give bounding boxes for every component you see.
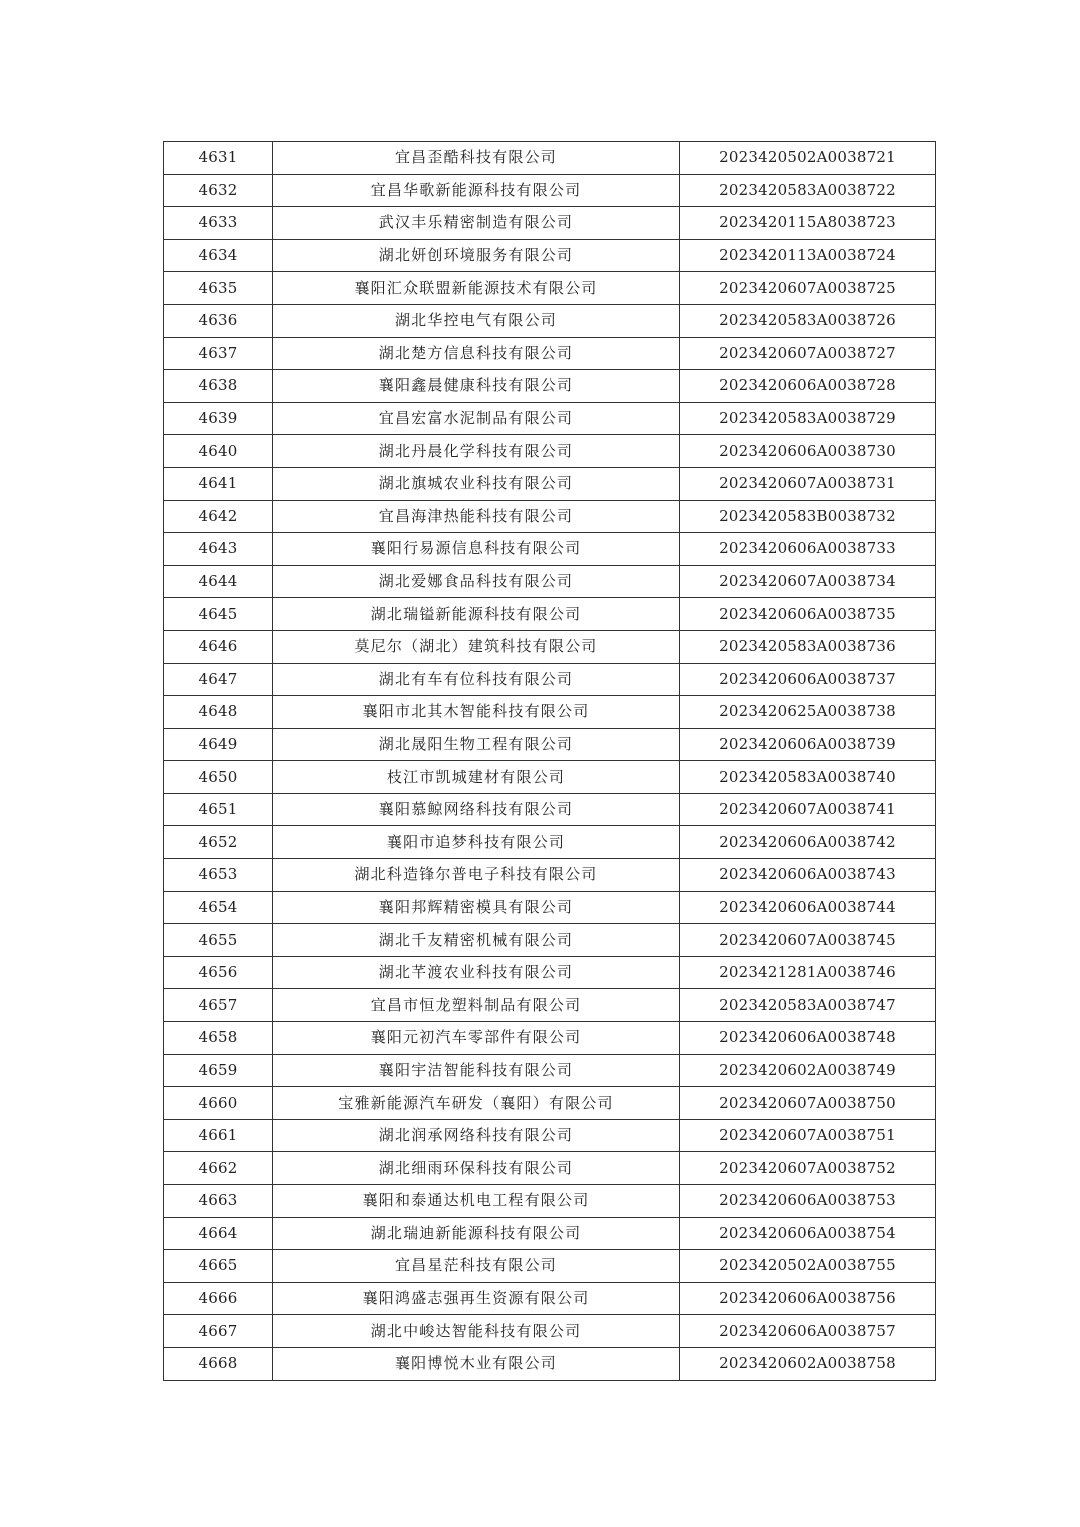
table-row	[164, 663, 936, 696]
registration-code-cell: 2023420607A0038725	[680, 272, 936, 305]
company-name-cell: 襄阳汇众联盟新能源技术有限公司	[273, 272, 680, 305]
company-name-cell: 湖北瑞迪新能源科技有限公司	[273, 1217, 680, 1250]
table-row	[164, 1152, 936, 1185]
company-name-cell: 湖北润承网络科技有限公司	[273, 1119, 680, 1152]
row-number-cell: 4656	[164, 956, 273, 989]
company-name-cell: 襄阳宇洁智能科技有限公司	[273, 1054, 680, 1087]
table-row	[164, 1022, 936, 1055]
company-name-cell: 宜昌宏富水泥制品有限公司	[273, 402, 680, 435]
company-name-cell: 襄阳元初汽车零部件有限公司	[273, 1022, 680, 1055]
table-row	[164, 337, 936, 370]
company-name-cell: 襄阳市北其木智能科技有限公司	[273, 696, 680, 729]
registration-code-cell: 2023420606A0038742	[680, 826, 936, 859]
row-number-cell: 4652	[164, 826, 273, 859]
registration-code-cell: 2023420606A0038757	[680, 1315, 936, 1348]
table-row	[164, 598, 936, 631]
registration-code-cell: 2023420583A0038726	[680, 304, 936, 337]
registration-code-cell: 2023420606A0038733	[680, 533, 936, 566]
registration-code-cell: 2023420607A0038750	[680, 1087, 936, 1120]
company-name-cell: 襄阳博悦木业有限公司	[273, 1347, 680, 1380]
company-name-cell: 宜昌海津热能科技有限公司	[273, 500, 680, 533]
company-name-cell: 襄阳鸿盛志强再生资源有限公司	[273, 1282, 680, 1315]
company-name-cell: 湖北爱娜食品科技有限公司	[273, 565, 680, 598]
table-row	[164, 402, 936, 435]
registration-code-cell: 2023420606A0038748	[680, 1022, 936, 1055]
registration-code-cell: 2023420115A8038723	[680, 207, 936, 240]
row-number-cell: 4632	[164, 174, 273, 207]
registration-code-cell: 2023420606A0038756	[680, 1282, 936, 1315]
company-name-cell: 武汉丰乐精密制造有限公司	[273, 207, 680, 240]
registration-code-cell: 2023420502A0038755	[680, 1250, 936, 1283]
registration-code-cell: 2023420607A0038741	[680, 793, 936, 826]
company-name-cell: 襄阳行易源信息科技有限公司	[273, 533, 680, 566]
table-row	[164, 435, 936, 468]
table-row	[164, 924, 936, 957]
company-name-cell: 湖北细雨环保科技有限公司	[273, 1152, 680, 1185]
registration-code-cell: 2023420607A0038745	[680, 924, 936, 957]
row-number-cell: 4641	[164, 467, 273, 500]
company-name-cell: 湖北华控电气有限公司	[273, 304, 680, 337]
row-number-cell: 4664	[164, 1217, 273, 1250]
row-number-cell: 4639	[164, 402, 273, 435]
table-row	[164, 533, 936, 566]
registration-code-cell: 2023420502A0038721	[680, 142, 936, 175]
company-name-cell: 湖北芊渡农业科技有限公司	[273, 956, 680, 989]
registration-code-cell: 2023420606A0038739	[680, 728, 936, 761]
company-name-cell: 枝江市凯城建材有限公司	[273, 761, 680, 794]
registration-code-cell: 2023420606A0038743	[680, 859, 936, 892]
row-number-cell: 4655	[164, 924, 273, 957]
company-name-cell: 宜昌市恒龙塑料制品有限公司	[273, 989, 680, 1022]
company-name-cell: 襄阳慕鲸网络科技有限公司	[273, 793, 680, 826]
registration-code-cell: 2023420607A0038727	[680, 337, 936, 370]
registration-code-cell: 2023420602A0038758	[680, 1347, 936, 1380]
table-row	[164, 793, 936, 826]
table-row	[164, 1119, 936, 1152]
table-row	[164, 1185, 936, 1218]
company-name-cell: 湖北楚方信息科技有限公司	[273, 337, 680, 370]
registration-code-cell: 2023420583A0038740	[680, 761, 936, 794]
row-number-cell: 4657	[164, 989, 273, 1022]
row-number-cell: 4636	[164, 304, 273, 337]
table-row	[164, 1087, 936, 1120]
table-row	[164, 239, 936, 272]
row-number-cell: 4643	[164, 533, 273, 566]
row-number-cell: 4662	[164, 1152, 273, 1185]
row-number-cell: 4647	[164, 663, 273, 696]
row-number-cell: 4646	[164, 630, 273, 663]
table-row	[164, 728, 936, 761]
company-registry-table	[163, 141, 936, 1381]
row-number-cell: 4635	[164, 272, 273, 305]
row-number-cell: 4658	[164, 1022, 273, 1055]
company-name-cell: 襄阳和泰通达机电工程有限公司	[273, 1185, 680, 1218]
table-row	[164, 272, 936, 305]
company-name-cell: 湖北千友精密机械有限公司	[273, 924, 680, 957]
table-row	[164, 891, 936, 924]
company-name-cell: 襄阳市追梦科技有限公司	[273, 826, 680, 859]
company-name-cell: 湖北瑞镒新能源科技有限公司	[273, 598, 680, 631]
table-row	[164, 989, 936, 1022]
company-name-cell: 湖北晟阳生物工程有限公司	[273, 728, 680, 761]
row-number-cell: 4648	[164, 696, 273, 729]
table-row	[164, 1282, 936, 1315]
table-row	[164, 370, 936, 403]
row-number-cell: 4660	[164, 1087, 273, 1120]
table-row	[164, 696, 936, 729]
company-name-cell: 莫尼尔（湖北）建筑科技有限公司	[273, 630, 680, 663]
registration-code-cell: 2023420606A0038754	[680, 1217, 936, 1250]
company-name-cell: 襄阳邦辉精密模具有限公司	[273, 891, 680, 924]
registration-code-cell: 2023420583A0038722	[680, 174, 936, 207]
row-number-cell: 4654	[164, 891, 273, 924]
registration-code-cell: 2023420606A0038753	[680, 1185, 936, 1218]
row-number-cell: 4659	[164, 1054, 273, 1087]
table-body	[164, 142, 936, 1381]
table-row	[164, 174, 936, 207]
table-row	[164, 142, 936, 175]
table-row	[164, 1250, 936, 1283]
company-name-cell: 宝雅新能源汽车研发（襄阳）有限公司	[273, 1087, 680, 1120]
registration-code-cell: 2023420607A0038752	[680, 1152, 936, 1185]
registration-code-cell: 2023420606A0038744	[680, 891, 936, 924]
registration-code-cell: 2023420606A0038735	[680, 598, 936, 631]
table-row	[164, 207, 936, 240]
row-number-cell: 4667	[164, 1315, 273, 1348]
row-number-cell: 4668	[164, 1347, 273, 1380]
registration-code-cell: 2023420625A0038738	[680, 696, 936, 729]
company-name-cell: 湖北中峻达智能科技有限公司	[273, 1315, 680, 1348]
row-number-cell: 4663	[164, 1185, 273, 1218]
company-name-cell: 宜昌歪酷科技有限公司	[273, 142, 680, 175]
row-number-cell: 4631	[164, 142, 273, 175]
row-number-cell: 4642	[164, 500, 273, 533]
row-number-cell: 4665	[164, 1250, 273, 1283]
registration-code-cell: 2023420583A0038736	[680, 630, 936, 663]
registration-code-cell: 2023420606A0038730	[680, 435, 936, 468]
registration-code-cell: 2023420606A0038737	[680, 663, 936, 696]
company-name-cell: 湖北旗城农业科技有限公司	[273, 467, 680, 500]
company-name-cell: 湖北科造锋尔普电子科技有限公司	[273, 859, 680, 892]
row-number-cell: 4661	[164, 1119, 273, 1152]
table-row	[164, 565, 936, 598]
table-row	[164, 859, 936, 892]
row-number-cell: 4638	[164, 370, 273, 403]
registration-code-cell: 2023420583B0038732	[680, 500, 936, 533]
table-row	[164, 304, 936, 337]
registration-code-cell: 2023420607A0038751	[680, 1119, 936, 1152]
company-name-cell: 宜昌华歌新能源科技有限公司	[273, 174, 680, 207]
table-row	[164, 1315, 936, 1348]
table-row	[164, 761, 936, 794]
row-number-cell: 4637	[164, 337, 273, 370]
row-number-cell: 4666	[164, 1282, 273, 1315]
table-row	[164, 826, 936, 859]
company-name-cell: 湖北有车有位科技有限公司	[273, 663, 680, 696]
table-row	[164, 630, 936, 663]
table-row	[164, 1054, 936, 1087]
registration-code-cell: 2023420583A0038729	[680, 402, 936, 435]
row-number-cell: 4651	[164, 793, 273, 826]
row-number-cell: 4633	[164, 207, 273, 240]
row-number-cell: 4653	[164, 859, 273, 892]
table-row	[164, 1347, 936, 1380]
table-row	[164, 956, 936, 989]
registration-code-cell: 2023421281A0038746	[680, 956, 936, 989]
company-name-cell: 湖北丹晨化学科技有限公司	[273, 435, 680, 468]
registration-code-cell: 2023420607A0038731	[680, 467, 936, 500]
row-number-cell: 4650	[164, 761, 273, 794]
row-number-cell: 4645	[164, 598, 273, 631]
row-number-cell: 4634	[164, 239, 273, 272]
row-number-cell: 4644	[164, 565, 273, 598]
registration-code-cell: 2023420583A0038747	[680, 989, 936, 1022]
company-name-cell: 襄阳鑫晨健康科技有限公司	[273, 370, 680, 403]
registration-code-cell: 2023420607A0038734	[680, 565, 936, 598]
row-number-cell: 4649	[164, 728, 273, 761]
table-row	[164, 1217, 936, 1250]
registration-code-cell: 2023420606A0038728	[680, 370, 936, 403]
registration-code-cell: 2023420602A0038749	[680, 1054, 936, 1087]
table-row	[164, 500, 936, 533]
company-name-cell: 湖北妍创环境服务有限公司	[273, 239, 680, 272]
row-number-cell: 4640	[164, 435, 273, 468]
table-row	[164, 467, 936, 500]
registration-code-cell: 2023420113A0038724	[680, 239, 936, 272]
company-name-cell: 宜昌星茫科技有限公司	[273, 1250, 680, 1283]
